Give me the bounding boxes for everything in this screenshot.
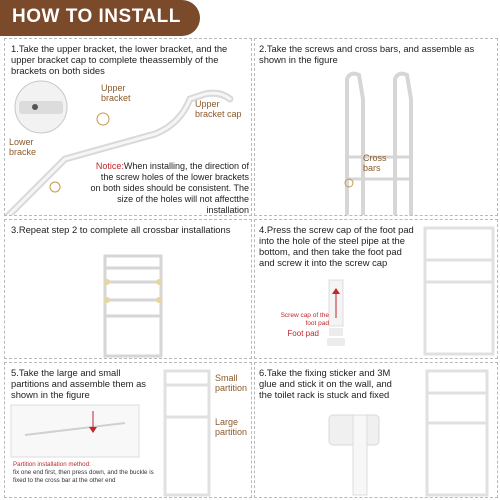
step1-panel — [4, 38, 252, 216]
label-foot-pad: Foot pad — [287, 329, 319, 338]
step5-text: 5.Take the large and small partitions and assemble them as shown in the figure — [11, 367, 146, 400]
step3-panel — [4, 219, 252, 359]
page-title: HOW TO INSTALL — [12, 6, 181, 27]
step1-text: 1.Take the upper bracket, the lower bracket, and the upper bracket cap to complete theassembly of the brackets on both sides — [11, 43, 228, 76]
step4-panel — [254, 219, 498, 359]
label-large-partition: Large partition — [215, 417, 248, 437]
header — [0, 0, 500, 36]
step6-text: 6.Take the fixing sticker and 3M glue and stick it on the wall, and the toilet rack is stuck and fixed — [259, 367, 392, 400]
label-lower-bracket: Lower bracke — [9, 137, 37, 157]
step2-text: 2.Take the screws and cross bars, and assemble as shown in the figure — [259, 43, 475, 65]
label-cross-bars: Cross bars — [363, 153, 387, 173]
fixing-sticker-illustration — [255, 363, 498, 497]
label-upper-bracket: Upper bracket — [101, 83, 131, 103]
rack-crossbars-illustration — [5, 220, 251, 358]
partition-method-title: Partition installation method: — [13, 461, 91, 468]
label-screw-cap: Screw cap of the foot pad — [280, 312, 329, 327]
partition-method-text: fix one end first, then press down, and the buckle is fixed to the cross bar at the other end — [13, 469, 154, 484]
step4-text: 4.Press the screw cap of the foot pad into the hole of the steel pipe at the bottom, and then take the foot pad and screw it into the screw cap — [259, 224, 414, 268]
step2-panel — [254, 38, 498, 216]
notice-text: When installing, the direction of the screw holes of the lower brackets on both sides should be consistent. The size of the holes will not affectthe installation — [90, 161, 249, 215]
notice-label: Notice: — [95, 161, 124, 171]
label-small-partition: Small partition — [215, 373, 248, 393]
step3-text: 3.Repeat step 2 to complete all crossbar installations — [11, 224, 231, 235]
rack-side-illustration — [255, 39, 498, 215]
label-upper-bracket-cap: Upper bracket cap — [195, 99, 242, 119]
step6-panel — [254, 362, 498, 498]
step1-notice — [89, 161, 249, 216]
step5-panel — [4, 362, 252, 498]
